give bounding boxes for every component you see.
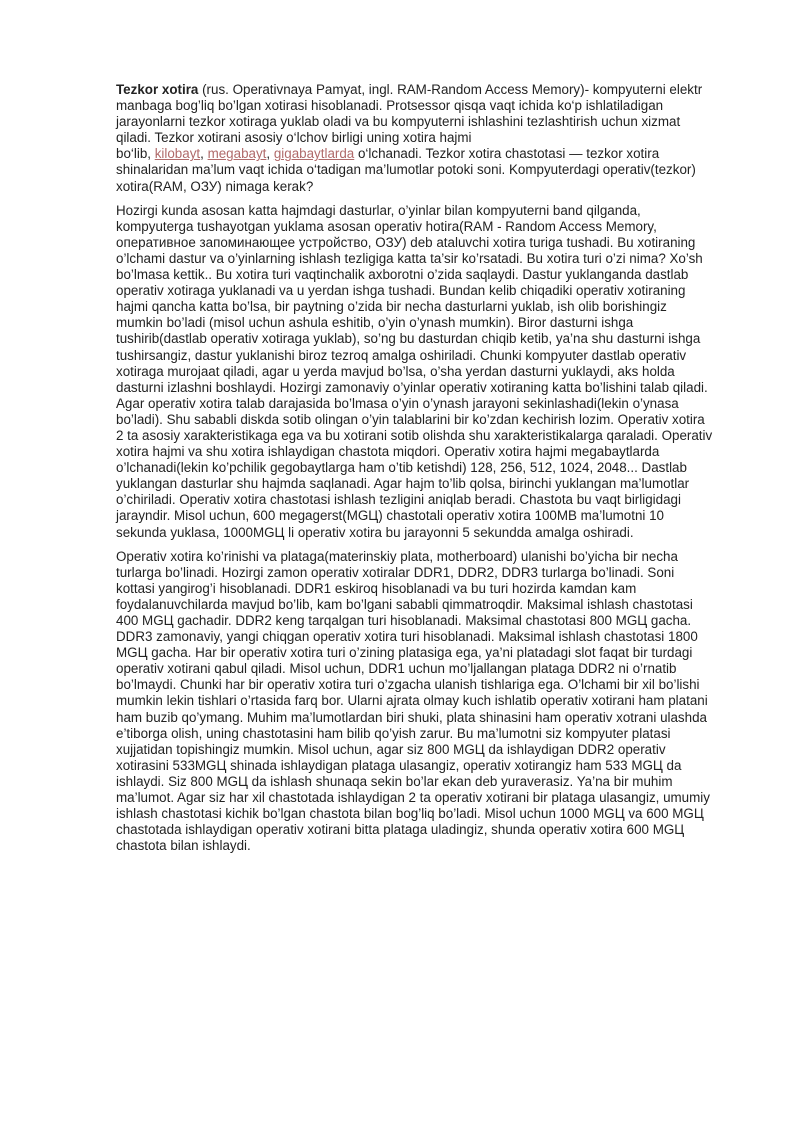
text-line: [116, 380, 746, 396]
text-line: [116, 219, 746, 235]
text-line: [116, 476, 746, 492]
text-line: [116, 549, 746, 565]
unit-link[interactable]: kilobayt: [154, 146, 201, 162]
text-line: [116, 331, 746, 347]
text-line: [116, 613, 746, 629]
text-run: ishlaydi. Siz 800 MGЦ da ishlash shunaqa sekin bo’lar ekan deb yuraverasiz. Ya’na bir muhim: [116, 773, 673, 789]
text-line: [116, 597, 746, 613]
text-line: [116, 742, 746, 758]
text-line: [116, 364, 746, 380]
text-run: ,: [266, 146, 274, 162]
text-line: [116, 838, 746, 854]
text-run: xotira hajmi va shu xotira ishlaydigan chastota miqdori. Operativ xotira hajmi megabaytlarda: [116, 444, 660, 460]
text-run: chastotada ishlaydigan operativ xotirani bitta plataga uladingiz, shunda operativ xotira 600 MGЦ: [116, 822, 685, 838]
text-line: [116, 114, 746, 130]
text-line: [116, 428, 746, 444]
text-run: o’chiriladi. Operativ xotira chastotasi ishlash tezligini aniqlab beradi. Chastota bu vaqt birligidagi: [116, 492, 681, 508]
unit-link[interactable]: gigabaytlarda: [273, 146, 355, 162]
text-run: dasturni izlashni boshlaydi. Hozirgi zamonaviy o’yinlar operativ xotiraning katta bo’lishini talab qiladi.: [116, 379, 708, 395]
text-run: DDR3 zamonaviy, yangi chiqgan operativ xotira turi hisoblanadi. Maksimal ishlash chastotasi 1800: [116, 629, 698, 645]
text-line: [116, 251, 746, 267]
text-line: [116, 348, 746, 364]
text-run: bo’ladi). Shu sababli diskda sotib olingan o’yin talablarini bir ko’zdan kechirish lozim. Operativ xotira: [116, 411, 705, 427]
text-run: chastota bilan ishlaydi.: [116, 838, 251, 854]
text-line: [116, 82, 746, 98]
text-line: [116, 412, 746, 428]
text-line: [116, 162, 746, 178]
text-line: [116, 492, 746, 508]
text-run: o‘lchanadi. Tezkor xotira chastotasi — tezkor xotira: [354, 146, 660, 162]
text-run: 400 MGЦ gachadir. DDR2 keng tarqalgan turi hisoblanadi. Maksimal chastotasi 800 MGЦ gacha.: [116, 613, 692, 628]
text-run: jarayonlarni tezkor xotiraga yuklab oladi va bu kompyuterni ishlashini tezlashtirish uchun xizmat: [116, 114, 681, 130]
text-line: [116, 726, 746, 742]
text-run: operativ xotiraga yuklanadi va u yerdan ishga tushadi. Bundan kelib chiqadiki operativ xotiraning: [116, 283, 686, 299]
text-line: [116, 315, 746, 331]
text-line: [116, 444, 746, 460]
text-run: ma’lumot. Agar siz har xil chastotada ishlaydigan 2 ta operativ xotirani bir plataga ulasangiz, umumiy: [116, 790, 710, 806]
paragraph: [116, 549, 746, 855]
text-run: sekunda yuklasa, 1000MGЦ li operativ xotira bu jarayonni 5 sekundda amalga oshiradi.: [116, 524, 634, 540]
text-run: turlarga bo’linadi. Hozirgi zamon operativ xotiralar DDR1, DDR2, DDR3 turlarga bo’linadi. Soni: [116, 564, 675, 580]
paragraph: [116, 82, 746, 195]
text-run: bo’lmasa kettik.. Bu xotira turi vaqtinchalik axborotni o’zida saqlaydi. Dastur yuklanganda dastlab: [116, 267, 689, 283]
text-run: qiladi. Tezkor xotirani asosiy o‘lchov birligi uning xotira hajmi: [116, 130, 472, 146]
text-run: tushirsangiz, dastur yuklanishi biroz tezroq amalga oshiriladi. Chunki kompyuter dastlab operativ: [116, 347, 687, 363]
text-run: foydalanuvchilarda mavjud bo’lib, kam bo’lgani sababli qimmatroqdir. Maksimal ishlash chastotasi: [116, 596, 693, 612]
text-run: xotira(RAM, ОЗУ) nimaga kerak?: [116, 178, 314, 194]
text-line: [116, 661, 746, 677]
text-line: [116, 565, 746, 581]
text-run: manbaga bog’liq bo’lgan xotirasi hisoblanadi. Protsessor qisqa vaqt ichida ko‘p ishlatiladigan: [116, 98, 664, 114]
text-run: operativ xotirani qabul qiladi. Misol uchun, DDR1 uchun mo’ljallangan plataga DDR2 ni o’rnatib: [116, 661, 677, 677]
text-line: [116, 283, 746, 299]
bold-term: Tezkor xotira: [116, 82, 199, 97]
text-run: (rus. Operativnaya Pamyat, ingl. RAM-Random Access Memory)- kompyuterni elektr: [198, 82, 703, 97]
text-line: [116, 677, 746, 693]
text-run: mumkin bo’ladi (misol uchun ashula eshitib, o’yin o’ynash mumkin). Biror dasturni ishga: [116, 315, 634, 331]
text-run: kompyuterga tushayotgan yuklama asosan operativ hotira(RAM - Random Access Memory,: [116, 218, 657, 234]
text-line: [116, 822, 746, 838]
text-line: [116, 508, 746, 524]
text-line: [116, 710, 746, 726]
text-run: xujjatidan topishingiz mumkin. Misol uchun, agar siz 800 MGЦ da ishlaydigan DDR2 operativ: [116, 741, 666, 757]
text-run: bo’lmaydi. Chunki har bir operativ xotira turi o’zgacha ulanish tishlariga ega. O’lchami bir xil bo’lishi: [116, 677, 700, 693]
text-line: [116, 179, 746, 195]
text-run: o’lchanadi(lekin ko’pchilik gegobaytlarga ham o’tib ketishdi) 128, 256, 512, 1024, 2048... Dastlab: [116, 460, 687, 476]
text-run: ishlash chastotasi kichik bo’lgan chastota bilan bog’liq bo’ladi. Misol uchun 1000 MGЦ va 600 MGЦ: [116, 806, 704, 822]
paragraph: [116, 203, 746, 541]
text-run: оперативное запоминающее устройство, ОЗУ) deb ataluvchi xotira turiga tushadi. Bu xotiraning: [116, 234, 696, 250]
text-run: 2 ta asosiy xarakteristikaga ega va bu xotirani sotib olishda shu xarakteristikalarga qaraladi. Operativ: [116, 427, 713, 443]
text-run: ham buzib qo’ymang. Muhim ma’lumotlardan biri shuki, plata shinasini ham operativ xotrani ulashda: [116, 709, 707, 725]
text-run: MGЦ gacha. Har bir operativ xotira turi o’zining platasiga ega, ya’ni platadagi slot faqat bir turdagi: [116, 645, 693, 661]
text-run: kottasi yangirog’i hisoblanadi. DDR1 eskiroq hisoblanadi va bu turi hozirda kamdan kam: [116, 580, 637, 596]
text-run: xotirasini 533MGЦ shinada ishlaydigan plataga ulasangiz, operativ xotirangiz ham 533 MGЦ da: [116, 757, 682, 773]
text-run: mumkin lekin tishlari o’rtasida farq bor. Ularni ajrata olmay kuch ishlatib operativ xotirani ham platani: [116, 693, 708, 709]
text-line: [116, 774, 746, 790]
text-line: [116, 203, 746, 219]
text-run: tushirib(dastlab operativ xotiraga yuklab), so’ng bu dasturdan chiqib ketib, ya’na shu dasturni ishga: [116, 331, 701, 347]
text-run: hajmi qancha katta bo’lsa, bir paytning o’zida bir necha dasturlarni yuklab, ish olib borishingiz: [116, 299, 667, 315]
text-run: Hozirgi kunda asosan katta hajmdagi dasturlar, o’yinlar bilan kompyuterni band qilganda,: [116, 202, 641, 218]
document-body: [116, 82, 746, 862]
text-line: [116, 299, 746, 315]
text-run: ,: [200, 146, 208, 162]
text-run: shinalaridan ma’lum vaqt ichida o‘tadigan ma’lumotlar potoki soni. Kompyuterdagi operativ(tezkor): [116, 162, 696, 178]
text-run: e’tiborga olish, uning chastotasini ham bilib qo’yish zarur. Bu ma’lumotni siz kompyuter platasi: [116, 725, 671, 741]
text-run: yuklangan dasturlar shu hajmda saqlanadi. Agar hajm to’lib qolsa, birinchi yuklangan ma’lumotlar: [116, 476, 690, 492]
text-line: [116, 806, 746, 822]
text-line: [116, 758, 746, 774]
text-line: [116, 460, 746, 476]
text-line: [116, 146, 746, 162]
text-run: jarayndir. Misol uchun, 600 megagerst(MGЦ) chastotali operativ xotira 100MB ma’lumotni 10: [116, 508, 665, 524]
text-line: [116, 235, 746, 251]
text-line: [116, 130, 746, 146]
text-run: Agar operativ xotira talab darajasida bo’lmasa o’yin o’ynash jarayoni sekinlashadi(lekin o’ynasa: [116, 395, 679, 411]
text-line: [116, 267, 746, 283]
text-line: [116, 629, 746, 645]
unit-link[interactable]: megabayt: [207, 146, 267, 162]
text-run: o’lchami dastur va o’yinlarning ishlash tezligiga katta ta’sir ko’rsatadi. Bu xotira turi o’zi nima? Xo’sh: [116, 250, 703, 266]
text-line: [116, 693, 746, 709]
text-line: [116, 645, 746, 661]
text-line: [116, 396, 746, 412]
text-run: Operativ xotira ko’rinishi va plataga(materinskiy plata, motherboard) ulanishi bo’yicha bir necha: [116, 548, 678, 564]
text-line: [116, 790, 746, 806]
text-line: [116, 581, 746, 597]
text-line: [116, 98, 746, 114]
text-run: bo‘lib,: [116, 146, 155, 162]
text-run: xotiraga murojaat qiladi, agar u yerda mavjud bo’lsa, o’sha yerdan dasturni yuklaydi, aks holda: [116, 363, 675, 379]
text-line: [116, 525, 746, 541]
